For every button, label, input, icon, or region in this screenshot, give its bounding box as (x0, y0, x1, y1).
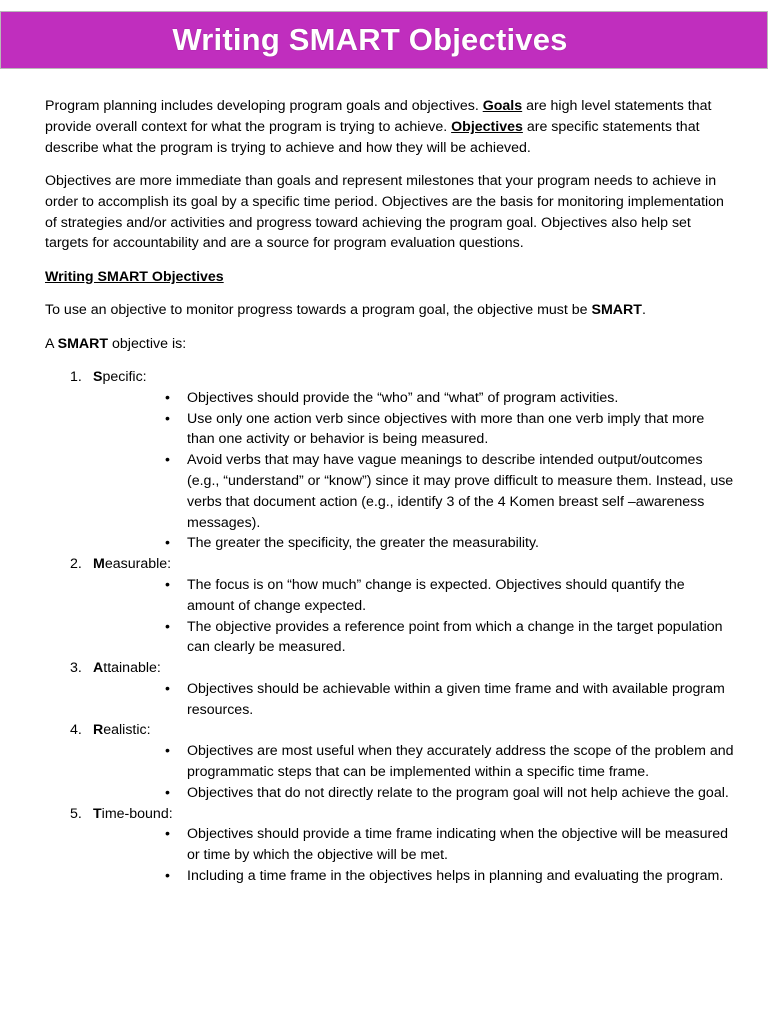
paragraph-text: A (45, 335, 58, 352)
title-banner (0, 11, 768, 69)
list-number: 5. (70, 805, 82, 822)
bullet-text: The greater the specificity, the greater the measurability. (187, 535, 539, 552)
bullet-item (93, 409, 735, 451)
criterion-bullets (93, 679, 735, 721)
criterion-item (45, 554, 735, 658)
criterion-bullets (93, 388, 735, 554)
criterion-label: ttainable: (103, 660, 161, 677)
bullet-item (93, 617, 735, 659)
bullet-text: Objectives should provide the “who” and “what” of program activities. (187, 389, 619, 406)
bullet-item (93, 450, 735, 533)
bullet-text: Objectives should provide a time frame indicating when the objective will be measured or time by which the objective will be met. (187, 826, 728, 864)
bullet-item (93, 866, 735, 887)
document-body (45, 96, 735, 887)
bullet-icon: • (165, 868, 170, 885)
paragraph-text: To use an objective to monitor progress towards a program goal, the objective must be (45, 302, 592, 319)
list-number: 1. (70, 368, 82, 385)
criterion-bullets (93, 575, 735, 658)
list-number: 4. (70, 722, 82, 739)
bullet-icon: • (165, 618, 170, 635)
criterion-initial-letter: M (93, 556, 105, 573)
smart-term: SMART (57, 335, 109, 352)
intro-text: are specific statements that describe what the program is trying to achieve and how they will be achieved. (45, 118, 700, 156)
paragraph-text: . (641, 302, 646, 319)
criterion-item (45, 804, 735, 887)
bullet-text: Objectives are most useful when they accurately address the scope of the problem and programmatic steps that can be implemented within a specific time frame. (187, 743, 734, 781)
bullet-item (93, 783, 735, 804)
bullet-icon: • (165, 680, 170, 697)
smart-criteria-list (45, 367, 735, 887)
criterion-label: easurable: (104, 556, 172, 573)
bullet-item (93, 679, 735, 721)
criterion-initial-letter: T (93, 805, 102, 822)
bullet-text: The focus is on “how much” change is expected. Objectives should quantify the amount of change expected. (187, 576, 685, 614)
criterion-initial-letter: A (93, 660, 104, 677)
bullet-item (93, 388, 735, 409)
criterion-item (45, 720, 735, 803)
intro-text: Program planning includes developing program goals and objectives. (45, 98, 483, 114)
bullet-icon: • (165, 826, 170, 843)
bullet-icon: • (165, 535, 170, 552)
bullet-icon: • (165, 452, 170, 469)
criterion-bullets (93, 824, 735, 886)
list-number: 2. (70, 556, 82, 573)
bullet-text: Objectives should be achievable within a given time frame and with available program resources. (187, 680, 725, 718)
list-number: 3. (70, 660, 82, 677)
criterion-initial-letter: S (93, 368, 103, 385)
objectives-term: Objectives (451, 118, 523, 135)
criterion-item (45, 658, 735, 720)
bullet-item (93, 575, 735, 617)
criterion-initial-letter: R (93, 722, 104, 739)
smart-requirement-paragraph (45, 300, 735, 321)
section-heading: Writing SMART Objectives (45, 268, 224, 285)
criterion-label: pecific: (102, 368, 147, 385)
criterion-label: ealistic: (103, 722, 151, 739)
bullet-item (93, 741, 735, 783)
bullet-icon: • (165, 743, 170, 760)
bullet-item (93, 533, 735, 554)
intro-paragraph-2: Objectives are more immediate than goals and represent milestones that your program needs to achieve in order to accomplish its goal by a specific time period. Objectives are the basis for monitoring implementation of strategies and/or activities and progress toward achieving the program goal. Objectives also help set targets for accountability and are a source for program evaluation questions. (45, 172, 724, 252)
criterion-label: ime-bound: (101, 805, 173, 822)
smart-definition-lead (45, 334, 735, 355)
goals-term: Goals (482, 98, 523, 114)
criterion-item (45, 367, 735, 554)
smart-term: SMART (591, 302, 642, 319)
bullet-icon: • (165, 410, 170, 427)
bullet-item (93, 824, 735, 866)
bullet-text: Including a time frame in the objectives helps in planning and evaluating the program. (187, 868, 724, 885)
paragraph-text: objective is: (108, 335, 187, 352)
bullet-icon: • (165, 389, 170, 406)
bullet-icon: • (165, 576, 170, 593)
page-title: Writing SMART Objectives (172, 22, 568, 57)
bullet-text: Avoid verbs that may have vague meanings to describe intended output/outcomes (e.g., “understand” or “know”) since it may prove difficult to measure them. Instead, use verbs that document action (e.g., identify 3 of the 4 Komen breast self –awareness messages). (187, 452, 734, 531)
bullet-text: The objective provides a reference point from which a change in the target population can clearly be measured. (187, 618, 723, 656)
intro-paragraph-1 (45, 96, 735, 158)
intro-text: are high level statements that provide overall context for what the program is trying to achieve. (45, 98, 712, 135)
bullet-icon: • (165, 784, 170, 801)
bullet-text: Objectives that do not directly relate to the program goal will not help achieve the goal. (187, 784, 729, 801)
bullet-text: Use only one action verb since objectives with more than one verb imply that more than one activity or behavior is being measured. (187, 410, 705, 448)
criterion-bullets (93, 741, 735, 803)
